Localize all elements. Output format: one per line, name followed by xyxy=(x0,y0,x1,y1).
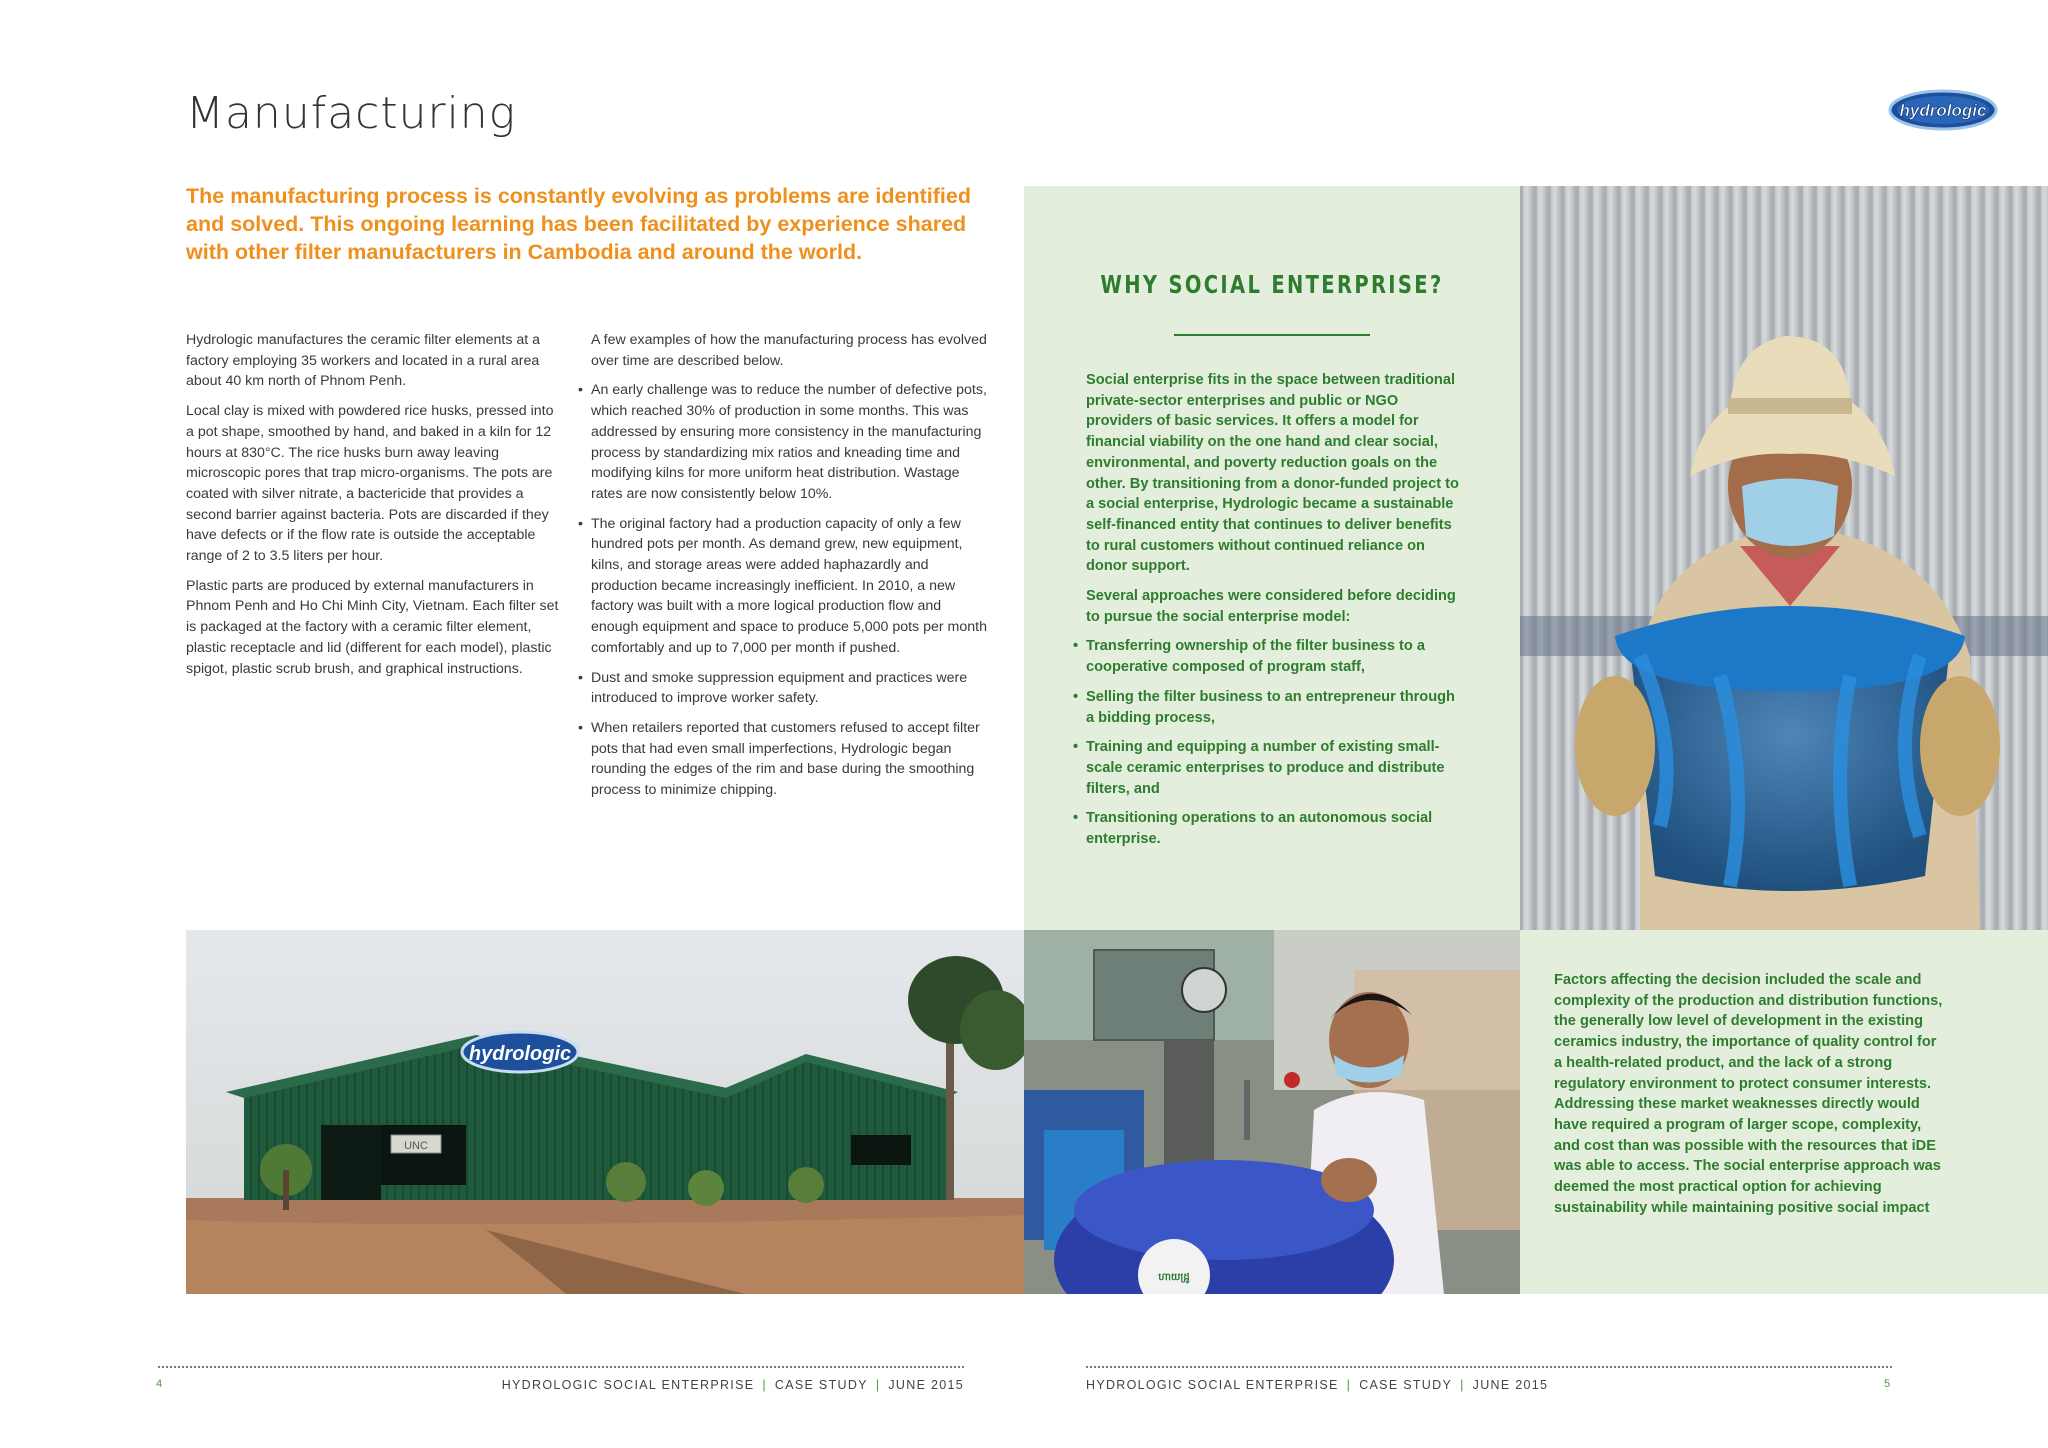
svg-text:hydrologic: hydrologic xyxy=(468,1043,572,1065)
list-item-text: Dust and smoke suppression equipment and practices were introduced to improve worker safety. xyxy=(591,669,968,707)
footer-org: HYDROLOGIC SOCIAL ENTERPRISE xyxy=(501,1378,755,1392)
bullet-icon: • xyxy=(1073,688,1079,705)
factory-building-photo xyxy=(186,930,1024,1294)
list-item xyxy=(578,718,991,801)
footer-rule-left xyxy=(158,1366,964,1368)
body-paragraph: Plastic parts are produced by external manufacturers in Phnom Penh and Ho Chi Minh City, Vietnam. Each filter set is packaged at the factory with a ceramic filter element, plastic receptacle and lid (different for each model), plastic spigot, plastic scrub brush, and graphical instructions. xyxy=(186,577,559,677)
list-item xyxy=(1073,808,1466,849)
body-paragraph: Hydrologic manufactures the ceramic filter elements at a factory employing 35 workers and located in a rural area about 40 km north of Phnom Penh. xyxy=(186,332,541,390)
list-item-text: Transitioning operations to an autonomous social enterprise. xyxy=(1086,810,1433,848)
footer-separator: | xyxy=(1460,1378,1465,1392)
body-paragraph: A few examples of how the manufacturing process has evolved over time are described below. xyxy=(591,332,987,369)
page-number-right: 5 xyxy=(1884,1378,1891,1390)
list-item xyxy=(578,514,991,659)
list-item-text: Training and equipping a number of existing small-scale ceramic enterprises to produce and distribute filters, and xyxy=(1086,739,1445,797)
bullet-icon: • xyxy=(578,382,583,399)
list-item xyxy=(1073,636,1466,677)
footer-date: JUNE 2015 xyxy=(1472,1378,1549,1392)
footer-org: HYDROLOGIC SOCIAL ENTERPRISE xyxy=(1086,1378,1339,1392)
svg-text:hydrologic: hydrologic xyxy=(1899,101,1987,120)
bullet-icon: • xyxy=(578,669,583,686)
body-paragraph: Local clay is mixed with powdered rice husks, pressed into a pot shape, smoothed by hand, and baked in a kiln for 12 hours at 830°C. The rice husks burn away leaving microscopic pores that trap micro-organisms. The pots are coated with silver nitrate, a bactericide that provides a second barrier against bacteria. Pots are discarded if they have defects or if the flow rate is outside the acceptable range of 2 to 3.5 liters per hour. xyxy=(186,403,554,565)
hydrologic-logo xyxy=(1888,88,1998,132)
footer-doc: CASE STUDY xyxy=(774,1378,868,1392)
footer-doc: CASE STUDY xyxy=(1359,1378,1453,1392)
list-item xyxy=(578,668,991,709)
heading-divider xyxy=(1174,334,1370,336)
footer-right-text xyxy=(1086,1378,1548,1392)
footer-date: JUNE 2015 xyxy=(888,1378,964,1392)
footer-left-text xyxy=(502,1378,964,1392)
svg-text:UNC: UNC xyxy=(404,1140,428,1152)
why-body xyxy=(1073,370,1466,859)
middle-column xyxy=(578,330,991,810)
footer-separator: | xyxy=(875,1378,881,1392)
factors-paragraph: Factors affecting the decision included the scale and complexity of the production and distribution functions, the generally low level of development in the existing ceramics industry, the importance of quality control for a health-related product, and the lack of a strong regulatory environment to protect consumer interests. Addressing these market weaknesses directly would have required a program of larger scope, complexity, and cost than was possible with the resources that iDE was able to access. The social enterprise approach was deemed the most practical option for achieving sustainability while maintaining positive social impact xyxy=(1554,972,1943,1216)
lead-paragraph: The manufacturing process is constantly evolving as problems are identified and solved. This ongoing learning has been facilitated by experience shared with other filter manufacturers in Cambodia and around the world. xyxy=(186,184,971,264)
svg-text:ហាយដ្រូ: ហាយដ្រូ xyxy=(1158,1272,1190,1283)
list-item-text: When retailers reported that customers refused to accept filter pots that had even small imperfections, Hydrologic began rounding the edges of the rim and base during the smoothing process to minimize chipping. xyxy=(591,719,980,799)
bullet-icon: • xyxy=(578,719,583,736)
approaches-list xyxy=(1073,636,1466,849)
bullet-icon: • xyxy=(1073,739,1079,756)
footer-rule-right xyxy=(1086,1366,1892,1368)
left-column xyxy=(186,330,562,688)
list-item-text: The original factory had a production capacity of only a few hundred pots per month. As demand grew, new equipment, kilns, and storage areas were added haphazardly and production became increasingly inefficient. In 2010, a new factory was built with a more logical production flow and enough equipment and space to produce 5,000 pots per month comfortably and up to 7,000 per month if pushed. xyxy=(591,515,987,656)
footer-separator: | xyxy=(762,1378,767,1392)
footer-separator: | xyxy=(1346,1378,1352,1392)
list-item xyxy=(578,380,991,504)
why-social-enterprise-heading: WHY SOCIAL ENTERPRISE? xyxy=(1100,270,1444,299)
why-paragraph: Several approaches were considered before deciding to pursue the social enterprise model: xyxy=(1086,588,1456,625)
list-item-text: An early challenge was to reduce the number of defective pots, which reached 30% of production in some months. This was addressed by ensuring more consistency in the manufacturing process by standardizing mix ratios and kneading time and modifying kilns for more uniform heat distribution. Wastage rates are now consistently below 10%. xyxy=(591,382,987,502)
page-number-left: 4 xyxy=(156,1378,163,1390)
list-item-text: Selling the filter business to an entrepreneur through a bidding process, xyxy=(1086,688,1455,726)
list-item-text: Transferring ownership of the filter business to a cooperative composed of program staff, xyxy=(1086,638,1425,676)
list-item xyxy=(1073,687,1466,728)
worker-with-filter-pot-photo xyxy=(1520,186,2048,930)
improvement-list xyxy=(578,380,991,800)
why-paragraph: Social enterprise fits in the space between traditional private-sector enterprises and public or NGO providers of basic services. It offers a model for financial viability on the one hand and clear social, environmental, and poverty reduction goals on the other. By transitioning from a donor-funded project to a social enterprise, Hydrologic became a sustainable self-financed entity that continues to deliver benefits to rural customers without continued reliance on donor support. xyxy=(1086,372,1459,575)
drill-press-worker-photo xyxy=(1024,930,1520,1294)
list-item xyxy=(1073,737,1466,799)
bullet-icon: • xyxy=(578,515,583,532)
page-title: Manufacturing xyxy=(186,88,517,139)
bullet-icon: • xyxy=(1073,810,1079,827)
bullet-icon: • xyxy=(1073,638,1079,655)
